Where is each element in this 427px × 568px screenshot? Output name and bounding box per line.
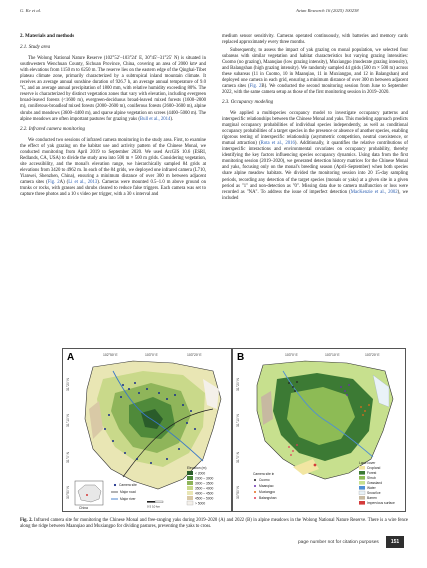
inset-label: China bbox=[79, 506, 88, 510]
svg-text:2000 – 3000: 2000 – 3000 bbox=[195, 476, 214, 481]
scale-bar bbox=[147, 501, 163, 509]
svg-text:3000 – 3500: 3000 – 3500 bbox=[195, 481, 214, 486]
paragraph-camera-monitoring: We conducted two sessions of infrared camera monitoring in the study area. First, to examine the effect of yak grazing on the habitat use and activity pattern of the Chinese Monal, we conducted monitoring from April 2019 to September 2020. We used ArcGIS 10.6 (ESRI, Redlands, CA, USA) to divide the study area into 500 m × 500 m grids. Considering vegetation, site accessibility, and the monal's elevation range, we hierarchically sampled 84 grids at elevations from 3420 to 4962 m. In each of the 84 grids, we deployed one infrared camera (L710, Yianwei, Shenzhen, China), ensuring a minimum distance of over 300 m between adjacent camera sites (Fig. 2A) (Li et al., 2013). Cameras were mounted 0.5–1.0 m above ground on trunks or rocks, with grasses and shrubs cleared to reduce false triggers. Each camera was set to capture three photos and a 10 s video per trigger, with a 30 s interval and bbox=[20, 137, 206, 198]
panel-letter-b: B bbox=[237, 352, 245, 363]
svg-text:Impervious surface: Impervious surface bbox=[367, 501, 395, 506]
legend-muxiangpo: Muxiangpo bbox=[259, 490, 276, 495]
svg-text:Cropland: Cropland bbox=[367, 466, 381, 471]
figure-caption: Fig. 2. Infrared camera site for monitoring the Chinese Monal and free-ranging yaks during 2019–2020 (A) and 2022 (B) in alpine meadows in the Wolong National Nature Reserve. There is a wire fence along the ridge between Maanqiao and Muxiangpo for dividing pastures, preventing the yaks to cross. bbox=[20, 518, 408, 529]
subsection-occupancy: 2.3. Occupancy modeling bbox=[222, 99, 274, 105]
svg-text:Grassland: Grassland bbox=[367, 481, 383, 486]
legend-major-road: Major road bbox=[120, 490, 136, 495]
citation-link[interactable]: MacKenzie et al., 2002 bbox=[350, 189, 398, 195]
legend-camera-site: Camera site bbox=[119, 483, 137, 488]
right-column bbox=[222, 34, 408, 203]
tick-left-2: 31°10′ N bbox=[236, 414, 240, 427]
legend-cuomo: Cuomo bbox=[259, 478, 270, 483]
page-number: 151 bbox=[386, 536, 404, 548]
citation-link[interactable]: Bull et al., 2014 bbox=[139, 116, 171, 122]
paragraph-subareas: Subsequently, to assess the impact of yak grazing on monal population, we selected four subareas with similar vegetation and habitat characteristics but varying grazing intensities: Cuomo (no grazing), Maanqiao (low grazing intensity), Muxiangpo (moderate grazing intensity), and Balangshan (high grazing intensity). We randomly sampled 44 grids (500 m × 500 m) across these subareas (11 in Cuomo, 10 in Maanqiao, 11 in Muxiangpo, and 12 in Balangshan) and deployed one camera in each grid, ensuring a minimum distance of over 300 m between adjacent camera sites (Fig. 2B). We conducted the second monitoring session from June to September 2022, with the same camera setup as those of the first monitoring session in 2019–2020. bbox=[222, 47, 408, 95]
svg-text:Forest: Forest bbox=[367, 471, 377, 476]
tick-left-4: 30°50′ N bbox=[236, 486, 240, 499]
svg-text:Snow/Ice: Snow/Ice bbox=[367, 491, 381, 496]
svg-text:4000 – 4500: 4000 – 4500 bbox=[195, 491, 214, 496]
legend-balangshan: Balangshan bbox=[259, 496, 277, 501]
figure-link[interactable]: Fig. 2 bbox=[249, 83, 262, 89]
caption-label: Fig. 2. bbox=[20, 518, 33, 523]
tick-left-3: 31°0′ N bbox=[66, 451, 70, 463]
section-heading: 2. Materials and methods bbox=[20, 34, 75, 39]
svg-text:4500 – 5000: 4500 – 5000 bbox=[195, 496, 214, 501]
tick-top-1: 103°0′ E bbox=[285, 353, 298, 357]
paragraph-continued: medium sensor sensitivity. Cameras operated continuously, with batteries and memory cards replaced approximately every three months. bbox=[222, 34, 408, 46]
landcover-legend bbox=[359, 466, 395, 505]
citation-link[interactable]: Li et al., 2013 bbox=[68, 179, 98, 185]
tick-left-3: 31°0′ N bbox=[236, 451, 240, 463]
subsection-study-area: 2.1. Study area bbox=[20, 45, 51, 51]
paragraph-study-area: The Wolong National Nature Reserve (102°52′–103°24′ E, 30°45′–31°25′ N) is situated in southwestern Wenchuan County, Sichuan Province, China, covering an area of 2000 km² and with elevations from 1150 m to 6250 m. The reserve lies on the eastern edge of the Qinghai-Tibet plateau climate zone, primarily characterized by a subtropical inland mountain climate. It receives an average annual sunshine duration of 926.7 h, an average annual temperature of 9.0 °C, and an average annual precipitation of 1800 mm, with relative humidity exceeding 80%. The reserve is characterized by distinct vegetation zones that vary with elevation, including evergreen broad-leaved forests (<1600 m), evergreen-deciduous broad-leaved mixed forests (1600–2000 m), coniferous-broadleaf mixed forests (2000–2600 m), coniferous forests (2600–3600 m), alpine shrubs and meadows (3600–4400 m), and sparse alpine vegetation on screes (4400–5000 m). The alpine meadows are often important pastures for grazing yaks (Bull et al., 2014). bbox=[20, 56, 206, 122]
map-a bbox=[63, 349, 231, 511]
tick-left-4: 30°50′ N bbox=[66, 486, 70, 499]
svg-text:0 5 10 km: 0 5 10 km bbox=[147, 504, 161, 509]
citation-link[interactable]: Rota et al., 2016 bbox=[260, 141, 295, 147]
left-column bbox=[20, 34, 206, 200]
running-header-authors: G. Ke et al. bbox=[20, 8, 42, 13]
legend-major-river: Major river bbox=[120, 497, 136, 502]
panel-letter-a: A bbox=[67, 352, 75, 363]
elevation-legend-title: Elevation (m) bbox=[187, 466, 207, 470]
svg-text:Barren: Barren bbox=[367, 496, 377, 501]
figure-link[interactable]: Fig. 2 bbox=[47, 179, 60, 185]
footer-note: page number not for citation purposes bbox=[298, 540, 379, 545]
tick-left-1: 31°20′ N bbox=[66, 378, 70, 391]
svg-text:Water: Water bbox=[367, 486, 376, 491]
tick-top-1: 102°50′ E bbox=[103, 353, 118, 357]
subsection-camera-monitoring: 2.2. Infrared camera monitoring bbox=[20, 126, 85, 132]
tick-top-2: 103°0′ E bbox=[145, 353, 158, 357]
camera-legend-title: Camera site in bbox=[253, 472, 275, 476]
tick-left-1: 31°20′ N bbox=[236, 378, 240, 391]
svg-text:Shrub: Shrub bbox=[367, 476, 376, 481]
legend-maanqiao: Maanqiao bbox=[259, 484, 274, 489]
figure-panel-a bbox=[62, 348, 232, 512]
svg-text:< 2000: < 2000 bbox=[195, 471, 206, 476]
running-header-journal: Avian Research 16 (2025) 100238 bbox=[296, 8, 359, 13]
tick-top-2: 103°10′ E bbox=[325, 353, 340, 357]
paragraph-occupancy: We applied a multispecies occupancy model to investigate occupancy patterns and interspecific relationships between the Chinese Monal and yaks. This modeling approach predicts marginal occupancy probabilities of individual species independently, as well as conditional occupancy probabilities of a target species in the presence or absence of another species, enabling rigorous testing of interspecific relationship (asymmetric competition, neutral coexistence, or mutual attraction) (Rota et al., 2016). Additionally, it quantifies the relative contributions of interspecific interactions and environmental covariates on occupancy probability, thereby identifying the key factors influencing species occupancy dynamics. Using data from the first monitoring session (2019–2020), we generated detection history matrices for the Chinese Monal and yaks, focusing only on the monal's breeding season (April–September) when both species share alpine meadow habitats. We divided the monitoring session into 20 15-day sampling periods, recording any detection of the target species (monals or yaks) at a given site in a given period as "1" and non-detection as "0". Missing data due to camera malfunction or loss were recorded as "NA". To address the issue of imperfect detection (MacKenzie et al., 2002), we included bbox=[222, 111, 409, 201]
china-inset bbox=[75, 481, 103, 510]
tick-top-3: 103°20′ E bbox=[365, 353, 380, 357]
svg-text:> 5000: > 5000 bbox=[195, 501, 206, 506]
svg-text:3500 – 4000: 3500 – 4000 bbox=[195, 486, 214, 491]
map-b bbox=[233, 349, 405, 511]
tick-left-2: 31°10′ N bbox=[66, 414, 70, 427]
landcover-legend-title: Land cover bbox=[359, 461, 376, 465]
elevation-legend bbox=[187, 471, 214, 505]
figure-panel-b bbox=[232, 348, 406, 512]
tick-top-3: 103°20′ E bbox=[187, 353, 202, 357]
